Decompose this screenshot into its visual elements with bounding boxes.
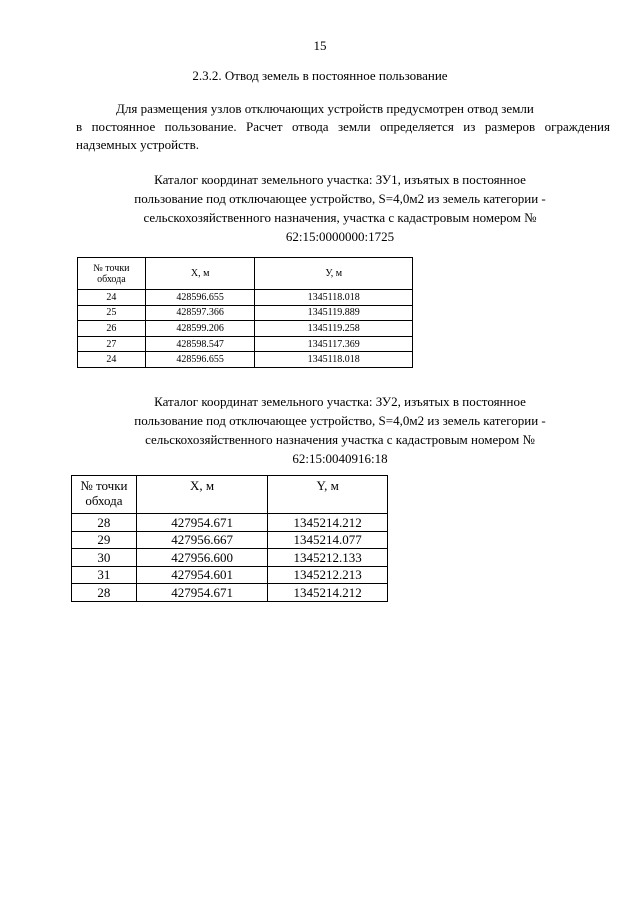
header-y: У, м — [255, 258, 413, 290]
intro-paragraph-line1: Для размещения узлов отключающих устройств предусмотрен отвод земли — [116, 101, 534, 116]
header-x: X, м — [136, 476, 268, 514]
catalog1-caption-line: 62:15:0000000:1725 — [285, 229, 395, 244]
cell-y: 1345214.212 — [268, 584, 388, 602]
catalog1-caption — [0, 170, 640, 246]
cell-y: 1345118.018 — [255, 290, 413, 306]
catalog2-caption-line: пользование под отключающее устройство, S=4,0м2 из земель категории - — [134, 413, 546, 428]
page-number: 15 — [313, 38, 327, 53]
cell-y: 1345119.889 — [255, 305, 413, 321]
table-row — [78, 321, 413, 337]
catalog1-caption-line: сельскохозяйственного назначения, участка с кадастровым номером № — [143, 210, 537, 225]
catalog1-table — [77, 257, 413, 368]
table-row — [72, 549, 388, 567]
cell-point: 28 — [72, 514, 137, 532]
cell-point: 30 — [72, 549, 137, 567]
cell-y: 1345119.258 — [255, 321, 413, 337]
cell-x: 428596.655 — [145, 352, 255, 368]
cell-point: 24 — [78, 290, 146, 306]
cell-x: 428599.206 — [145, 321, 255, 337]
cell-point: 26 — [78, 321, 146, 337]
cell-x: 428598.547 — [145, 336, 255, 352]
table-header-row — [72, 476, 388, 514]
catalog2-caption-line: 62:15:0040916:18 — [292, 451, 388, 466]
section-heading: 2.3.2. Отвод земель в постоянное пользование — [192, 68, 448, 83]
header-point: № точки обхода — [72, 476, 137, 514]
header-x: Х, м — [145, 258, 255, 290]
catalog2-caption — [0, 392, 640, 468]
table-row — [72, 584, 388, 602]
cell-x: 427956.600 — [136, 549, 268, 567]
catalog1-caption-line: Каталог координат земельного участка: ЗУ1, изъятых в постоянное — [154, 172, 526, 187]
cell-x: 428596.655 — [145, 290, 255, 306]
table-row — [72, 514, 388, 532]
cell-point: 31 — [72, 566, 137, 584]
table-row — [78, 352, 413, 368]
cell-x: 428597.366 — [145, 305, 255, 321]
cell-point: 27 — [78, 336, 146, 352]
header-point: № точки обхода — [78, 258, 146, 290]
catalog2-caption-line: сельскохозяйственного назначения участка с кадастровым номером № — [145, 432, 535, 447]
table-row — [78, 336, 413, 352]
table-row — [78, 290, 413, 306]
header-y: Y, м — [268, 476, 388, 514]
cell-x: 427954.671 — [136, 514, 268, 532]
intro-paragraph — [76, 100, 610, 154]
table-row — [78, 305, 413, 321]
table-row — [72, 531, 388, 549]
cell-y: 1345214.077 — [268, 531, 388, 549]
cell-point: 24 — [78, 352, 146, 368]
cell-y: 1345212.133 — [268, 549, 388, 567]
table-row — [72, 566, 388, 584]
table-header-row — [78, 258, 413, 290]
cell-y: 1345212.213 — [268, 566, 388, 584]
cell-x: 427956.667 — [136, 531, 268, 549]
catalog1-caption-line: пользование под отключающее устройство, S=4,0м2 из земель категории - — [134, 191, 546, 206]
catalog2-table — [71, 475, 388, 602]
intro-paragraph-rest: в постоянное пользование. Расчет отвода земли определяется из размеров ограждения надземных устройств. — [76, 119, 610, 152]
cell-y: 1345117.369 — [255, 336, 413, 352]
cell-point: 25 — [78, 305, 146, 321]
cell-x: 427954.671 — [136, 584, 268, 602]
cell-point: 28 — [72, 584, 137, 602]
cell-y: 1345214.212 — [268, 514, 388, 532]
cell-point: 29 — [72, 531, 137, 549]
cell-y: 1345118.018 — [255, 352, 413, 368]
cell-x: 427954.601 — [136, 566, 268, 584]
catalog2-caption-line: Каталог координат земельного участка: ЗУ2, изъятых в постоянное — [154, 394, 526, 409]
